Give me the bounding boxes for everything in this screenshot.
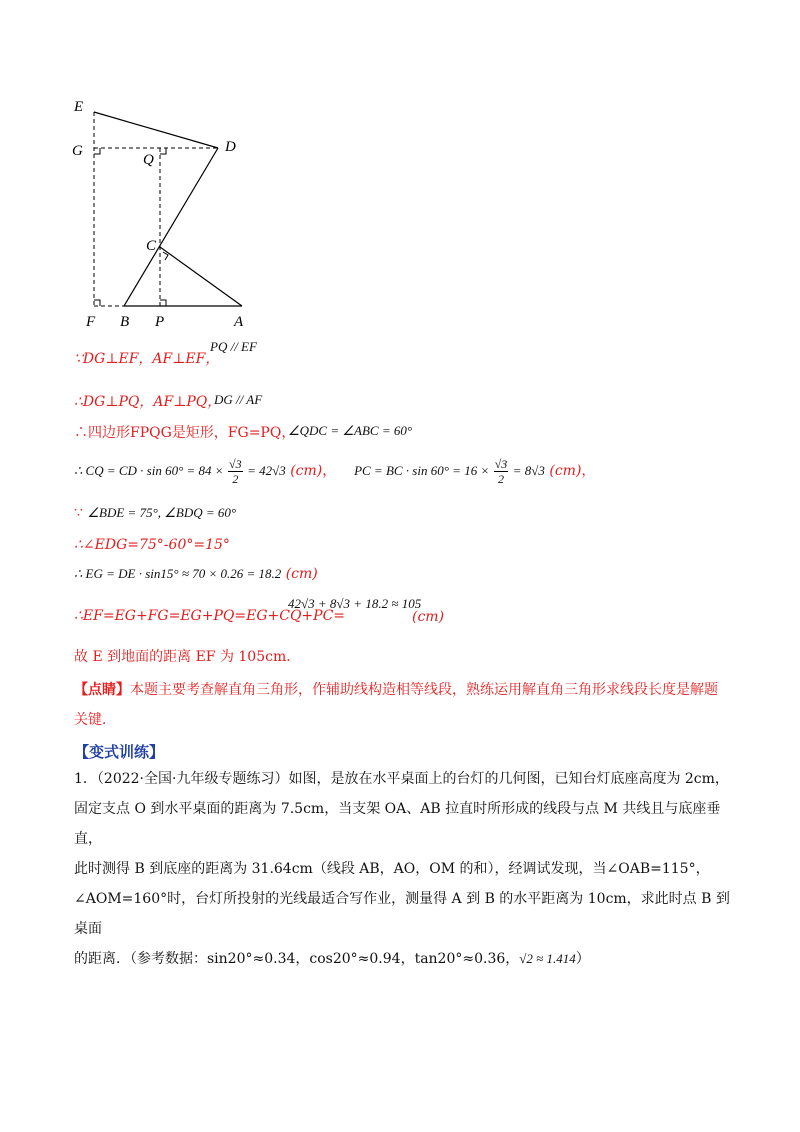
line-8-math: 42√3 + 8√3 + 18.2 ≈ 105 [288,596,422,611]
section-title: 【变式训练】 [74,743,165,761]
right-angle-Q [160,148,166,154]
cq-fraction [228,457,243,486]
segment-CA [160,247,242,306]
cq-denominator: 2 [232,471,239,486]
pc-unit: (cm) [549,463,582,479]
line-2-aside: DG // AF [214,392,263,407]
label-B: B [120,314,130,330]
remark-tag: 【点睛】 [74,682,130,698]
because-symbol: ∵ [74,505,83,521]
pc-numerator: √3 [494,456,508,471]
line-1-text: ∵DG⊥EF，AF⊥EF， [74,351,220,367]
label-A: A [234,314,244,330]
label-G: G [72,143,83,159]
pc-result: = 8√3 [512,463,545,478]
line-5-math: ∠BDE = 75°, ∠BDQ = 60° [87,505,237,520]
problem-line-4: ∠AOM=160°时，台灯所投射的光线最适合写作业，测量得 A 到 B 的水平距离为 10cm，求此时点 B 到桌面 [74,891,730,937]
solution-line-7 [74,565,318,583]
label-E: E [74,99,84,115]
problem-text-1: 如图，是放在水平桌面上的台灯的几何图，已知台灯底座高度为 2cm， [288,771,729,787]
line-3-aside: ∠QDC = ∠ABC = 60° [288,423,413,438]
solution-line-2 [74,393,221,411]
problem-text-5-end: ） [575,951,590,967]
right-angle-C [163,252,168,260]
solution-line-3 [74,424,295,442]
line-11-text: 关键． [74,712,116,728]
line-7-math: ∴ EG = DE · sin15° ≈ 70 × 0.26 = 18.2 [74,566,282,581]
right-angle-P [160,300,166,306]
right-angle-G [94,148,100,154]
line-6-text: ∴∠EDG=75°-60°=15° [74,537,230,553]
solution-line-4: ∴ CQ = CD · sin 60° = 84 × $\frac{√3}{2}$ = 42√3 (cm)， PC = BC · sin 60° = 16 × $\frac{√3}{2}$ = 8√3 (cm)， [74,456,596,486]
pc-denominator: 2 [497,471,504,486]
pc-expr: PC = BC · sin 60° = 16 × [354,463,490,478]
problem-text-5: 的距离．（参考数据：sin20°≈0.34，cos20°≈0.94，tan20°≈0.36， [74,951,520,967]
pc-fraction [494,457,509,486]
line-9-text: 故 E 到地面的距离 EF 为 105cm． [74,649,301,665]
problem-line-3: 此时测得 B 到底座的距离为 31.64cm（线段 AB，AO，OM 的和），经调试发现，当∠OAB=115°， [74,861,710,877]
line-3-text: ∴四边形FPQG是矩形，FG=PQ， [74,425,296,441]
solution-line-10 [74,681,718,699]
problem-line-1 [74,764,734,794]
line-8-unit: (cm) [412,609,445,625]
line-2-text: ∴DG⊥PQ，AF⊥PQ， [74,394,222,410]
solution-line-11 [74,711,116,729]
solution-line-5 [74,504,236,522]
label-F: F [86,314,96,330]
cq-result: = 42√3 [247,463,286,478]
problem-number: 1． [74,771,97,787]
label-P: P [155,314,165,330]
label-D: D [225,139,236,155]
label-C: C [146,238,157,254]
problem-source: （2022·全国·九年级专题练习） [96,771,289,787]
sqrt2-approx: √2 ≈ 1.414 [519,951,576,966]
problem-line-5 [74,944,734,974]
cq-expr: ∴ CQ = CD · sin 60° = 84 × [74,463,224,478]
line-7-unit: (cm) [285,566,318,582]
label-Q: Q [143,152,154,168]
solution-line-9 [74,648,300,666]
right-angle-F [94,300,100,306]
geometry-figure [60,92,280,332]
cq-unit: (cm) [290,463,323,479]
remark-text: 本题主要考查解直角三角形，作辅助线构造相等线段，熟练运用解直角三角形求线段长度是解题 [130,682,718,698]
problem-paragraph [74,764,734,974]
solution-line-1 [74,350,219,368]
solution-line-6 [74,536,230,554]
line-8-text: ∴EF=EG+FG=EG+PQ=EG+CQ+PC= [74,608,346,624]
problem-line-2: 固定支点 O 到水平桌面的距离为 7.5cm，当支架 OA、AB 拉直时所形成的线段与点 M 共线且与底座垂直， [74,801,721,847]
segment-BD [124,148,218,306]
segment-ED [94,112,218,148]
cq-numerator: √3 [229,456,242,471]
line-1-aside: PQ // EF [210,339,257,354]
